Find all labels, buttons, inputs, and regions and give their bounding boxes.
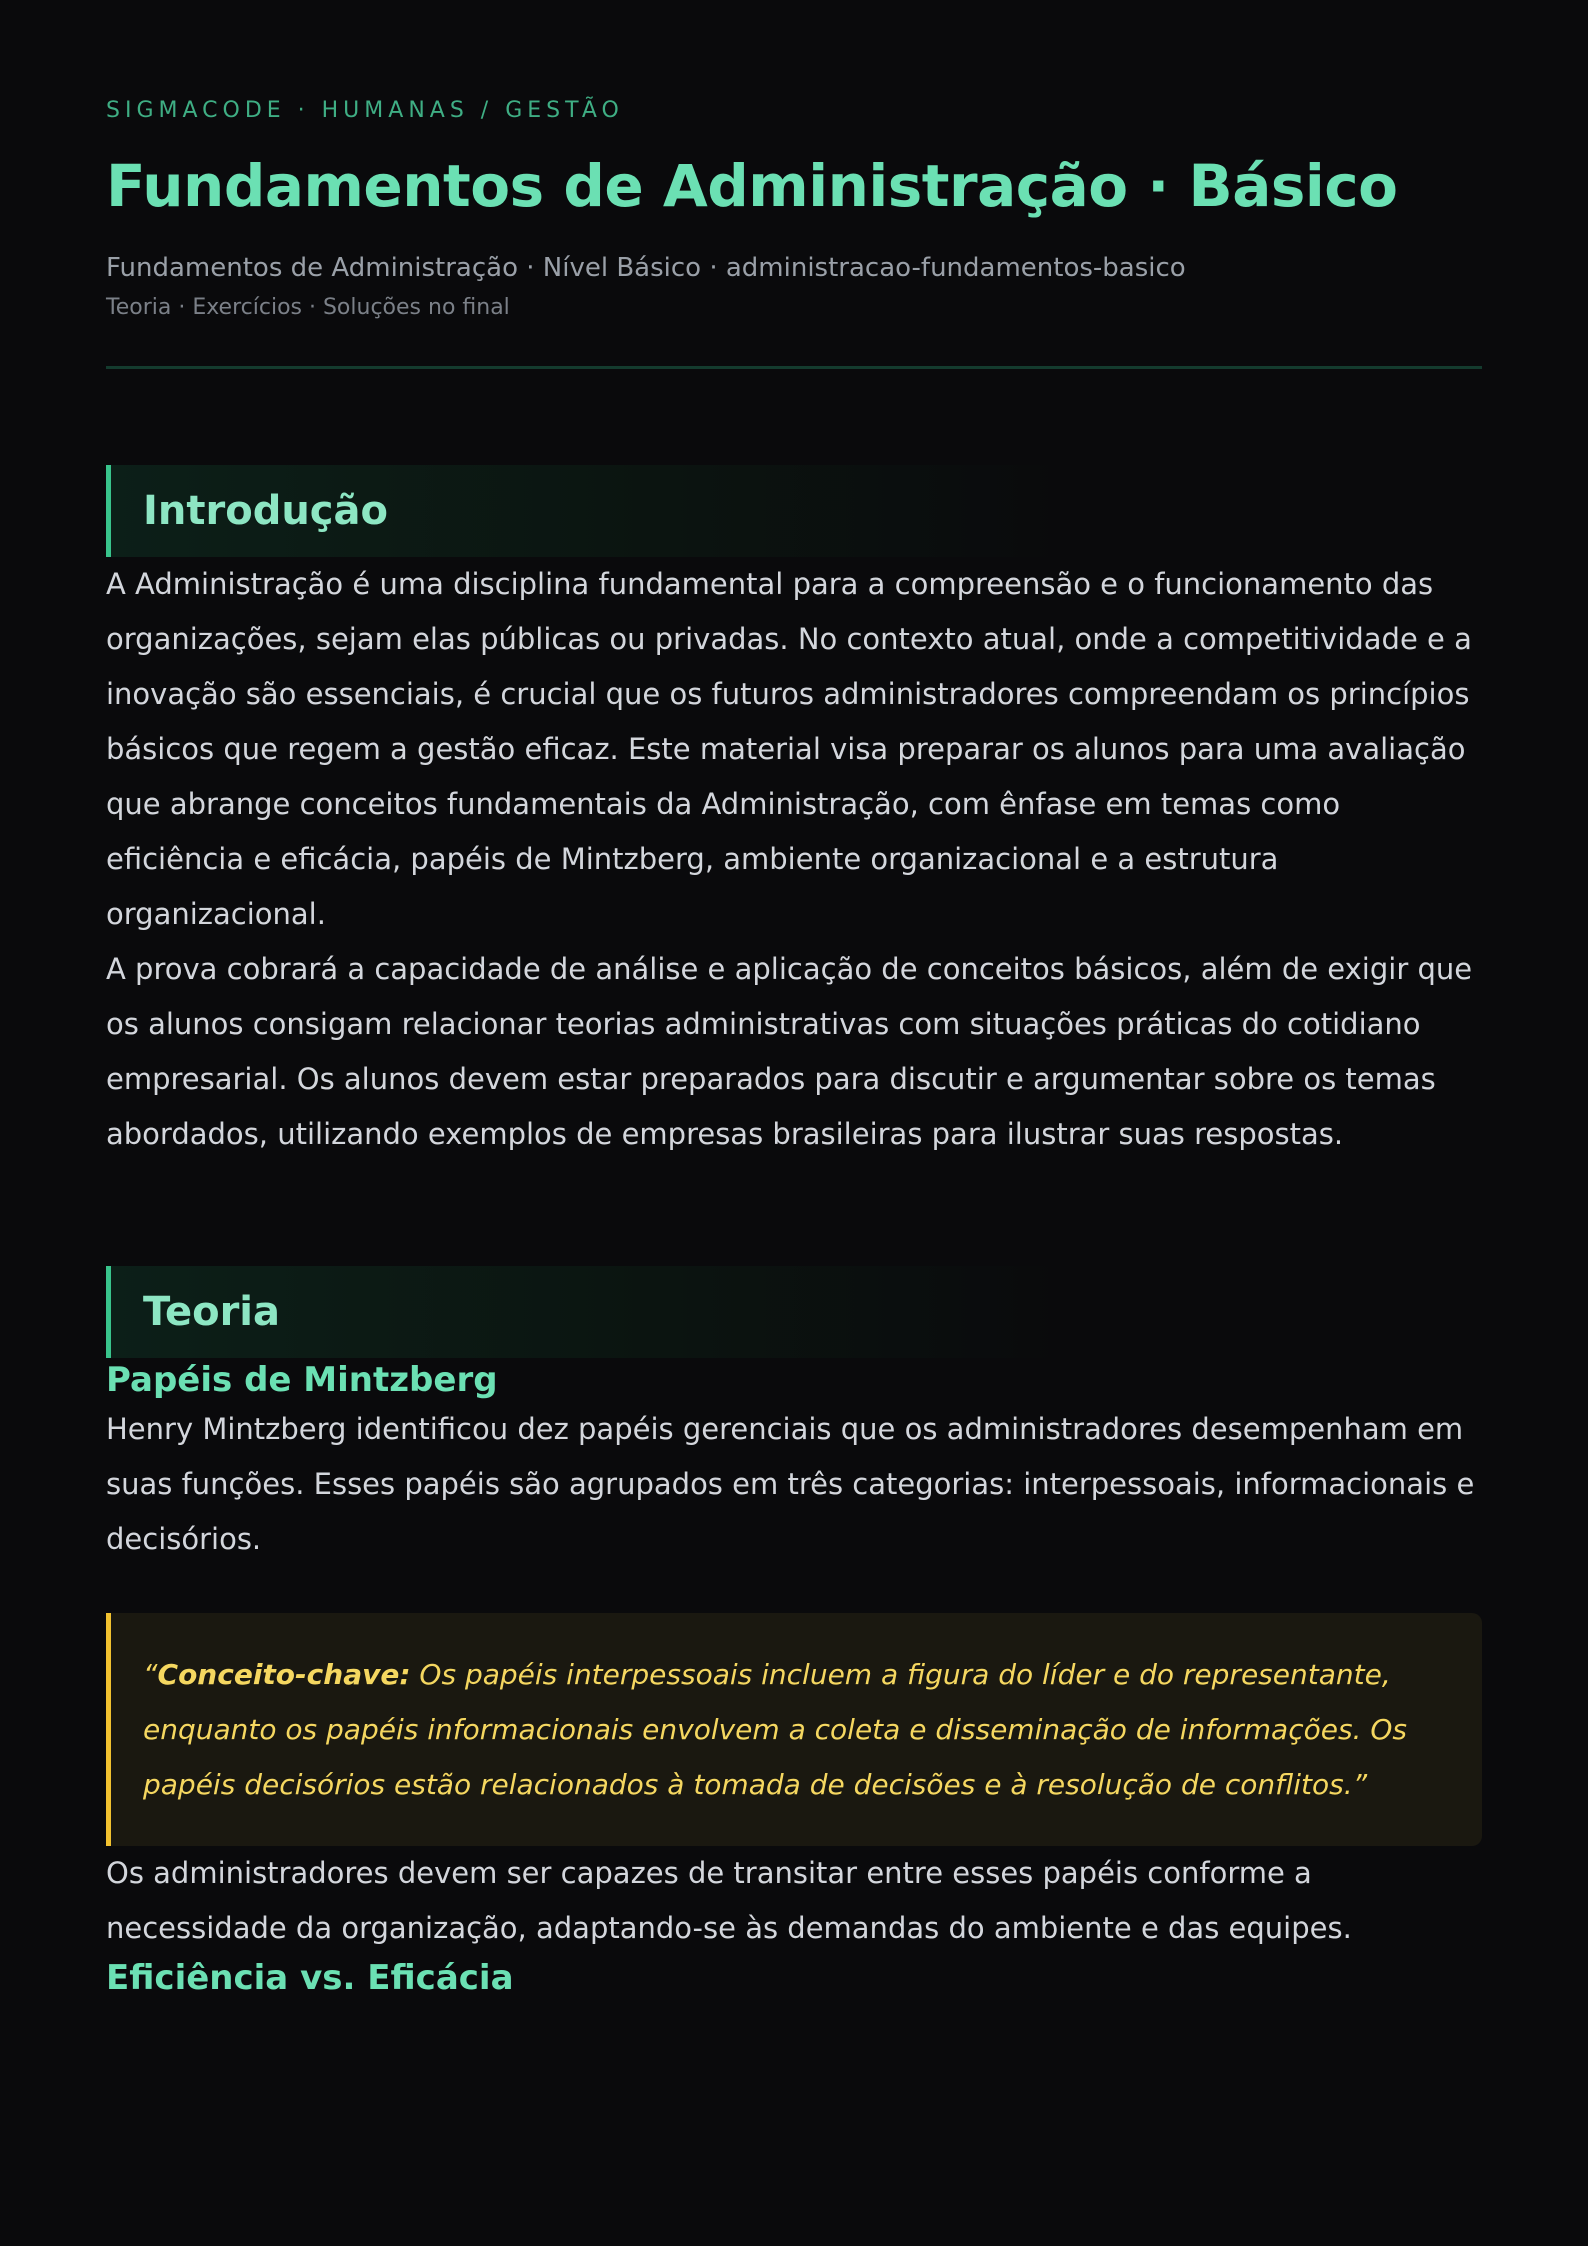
header-divider (106, 366, 1482, 369)
key-concept-callout (106, 1613, 1482, 1846)
section-heading-introducao (106, 465, 1482, 557)
document-header (106, 96, 1482, 369)
mintzberg-after-callout-paragraph: Os administradores devem ser capazes de transitar entre esses papéis conforme a necessidade da organização, adaptando-se às demandas do ambiente e das equipes. (106, 1856, 1352, 1945)
subsection-heading-eficiencia: Eficiência vs. Eficácia (106, 1958, 514, 1998)
page-subtitle: Fundamentos de Administração · Nível Básico · administracao-fundamentos-basico (106, 253, 1186, 283)
intro-paragraph-1: A Administração é uma disciplina fundamental para a compreensão e o funcionamento das organizações, sejam elas públicas ou privadas. No contexto atual, onde a competitividade e a inovação são essenciais, é crucial que os futuros administradores compreendam os princípios básicos que regem a gestão eficaz. Este material visa preparar os alunos para uma avaliação que abrange conceitos fundamentais da Administração, com ênfase em temas como eficiência e eficácia, papéis de Mintzberg, ambiente organizacional e a estrutura organizacional. (106, 567, 1472, 931)
section-heading-teoria (106, 1266, 1482, 1358)
section-teoria (106, 1266, 1482, 2000)
page-title: Fundamentos de Administração · Básico (106, 152, 1398, 220)
intro-paragraph-2: A prova cobrará a capacidade de análise e aplicação de conceitos básicos, além de exigir que os alunos consigam relacionar teorias administrativas com situações práticas do cotidiano empresarial. Os alunos devem estar preparados para discutir e argumentar sobre os temas abordados, utilizando exemplos de empresas brasileiras para ilustrar suas respostas. (106, 952, 1473, 1151)
mintzberg-paragraph: Henry Mintzberg identificou dez papéis gerenciais que os administradores desempenham em suas funções. Esses papéis são agrupados em três categorias: interpessoais, informacionais e decisórios. (106, 1412, 1475, 1556)
section-heading-text: Introdução (143, 488, 388, 534)
page-meta: Teoria · Exercícios · Soluções no final (106, 295, 510, 320)
callout-label: Conceito-chave: (157, 1658, 411, 1691)
section-introducao (106, 465, 1482, 1162)
callout-text (143, 1647, 1442, 1812)
callout-open-quote: “ (143, 1658, 158, 1691)
breadcrumb: SIGMACODE · HUMANAS / GESTÃO (106, 98, 624, 123)
subsection-heading-mintzberg: Papéis de Mintzberg (106, 1360, 498, 1400)
section-heading-text: Teoria (143, 1289, 281, 1335)
callout-body: Os papéis interpessoais incluem a figura do líder e do representante, enquanto os papéis informacionais envolvem a coleta e disseminação de informações. Os papéis decisórios estão relacionados à tomada de decisões e à resolução de conflitos.” (143, 1658, 1407, 1801)
